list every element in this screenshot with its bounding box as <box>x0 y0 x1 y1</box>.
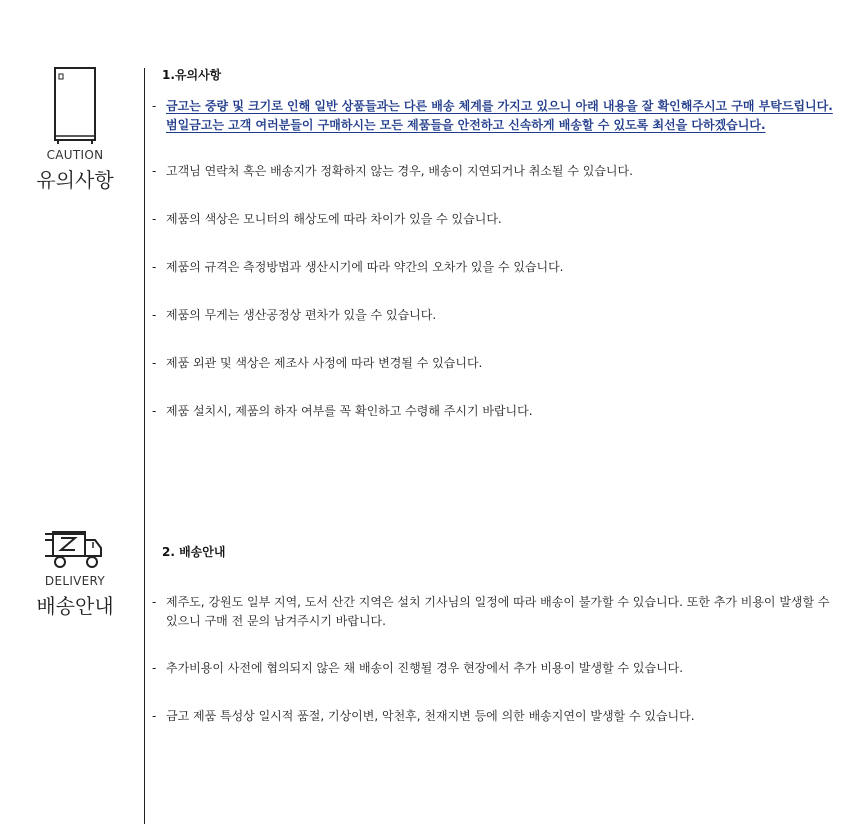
caution-title: 1.유의사항 <box>162 68 222 82</box>
delivery-label-ko: 배송안내 <box>36 594 114 618</box>
caution-item: - 고객님 연락처 혹은 배송지가 정확하지 않는 경우, 배송이 지연되거나 취소될 수 있습니다. <box>152 162 842 181</box>
delivery-truck-icon <box>43 526 107 572</box>
delivery-label-en: DELIVERY <box>44 574 106 588</box>
caution-label-ko: 유의사항 <box>36 168 114 192</box>
delivery-item: - 추가비용이 사전에 협의되지 않은 채 배송이 진행될 경우 현장에서 추가 비용이 발생할 수 있습니다. <box>152 659 842 678</box>
caution-sidebar <box>20 66 130 193</box>
delivery-item: - 제주도, 강원도 일부 지역, 도서 산간 지역은 설치 기사님의 일정에 따라 배송이 불가할 수 있습니다. 또한 추가 비용이 발생할 수 있으니 구매 전 문의 남겨주시기 바랍니다. <box>152 593 842 631</box>
caution-item: - 제품의 무게는 생산공정상 편차가 있을 수 있습니다. <box>152 306 842 325</box>
caution-list <box>152 97 842 421</box>
delivery-list <box>152 593 842 726</box>
vertical-divider <box>144 68 145 824</box>
caution-item: - 제품 외관 및 색상은 제조사 사정에 따라 변경될 수 있습니다. <box>152 354 842 373</box>
safe-icon <box>53 66 97 146</box>
caution-item: - 제품의 색상은 모니터의 해상도에 따라 차이가 있을 수 있습니다. <box>152 210 842 229</box>
delivery-sidebar <box>20 526 130 619</box>
caution-item: - 제품 설치시, 제품의 하자 여부를 꼭 확인하고 수령해 주시기 바랍니다. <box>152 402 842 421</box>
caution-item: - 금고는 중량 및 크기로 인해 일반 상품들과는 다른 배송 체계를 가지고 있으니 아래 내용을 잘 확인해주시고 구매 부탁드립니다. 범일금고는 고객 여러분들이 구매하시는 모든 제품들을 안전하고 신속하게 배송할 수 있도록 최선을 다하겠습니다. <box>152 97 842 135</box>
delivery-title: 2. 배송안내 <box>162 545 226 559</box>
caution-item: - 제품의 규격은 측정방법과 생산시기에 따라 약간의 오차가 있을 수 있습니다. <box>152 258 842 277</box>
caution-label-en: CAUTION <box>46 148 104 162</box>
delivery-item: - 금고 제품 특성상 일시적 품절, 기상이변, 악천후, 천재지변 등에 의한 배송지연이 발생할 수 있습니다. <box>152 707 842 726</box>
